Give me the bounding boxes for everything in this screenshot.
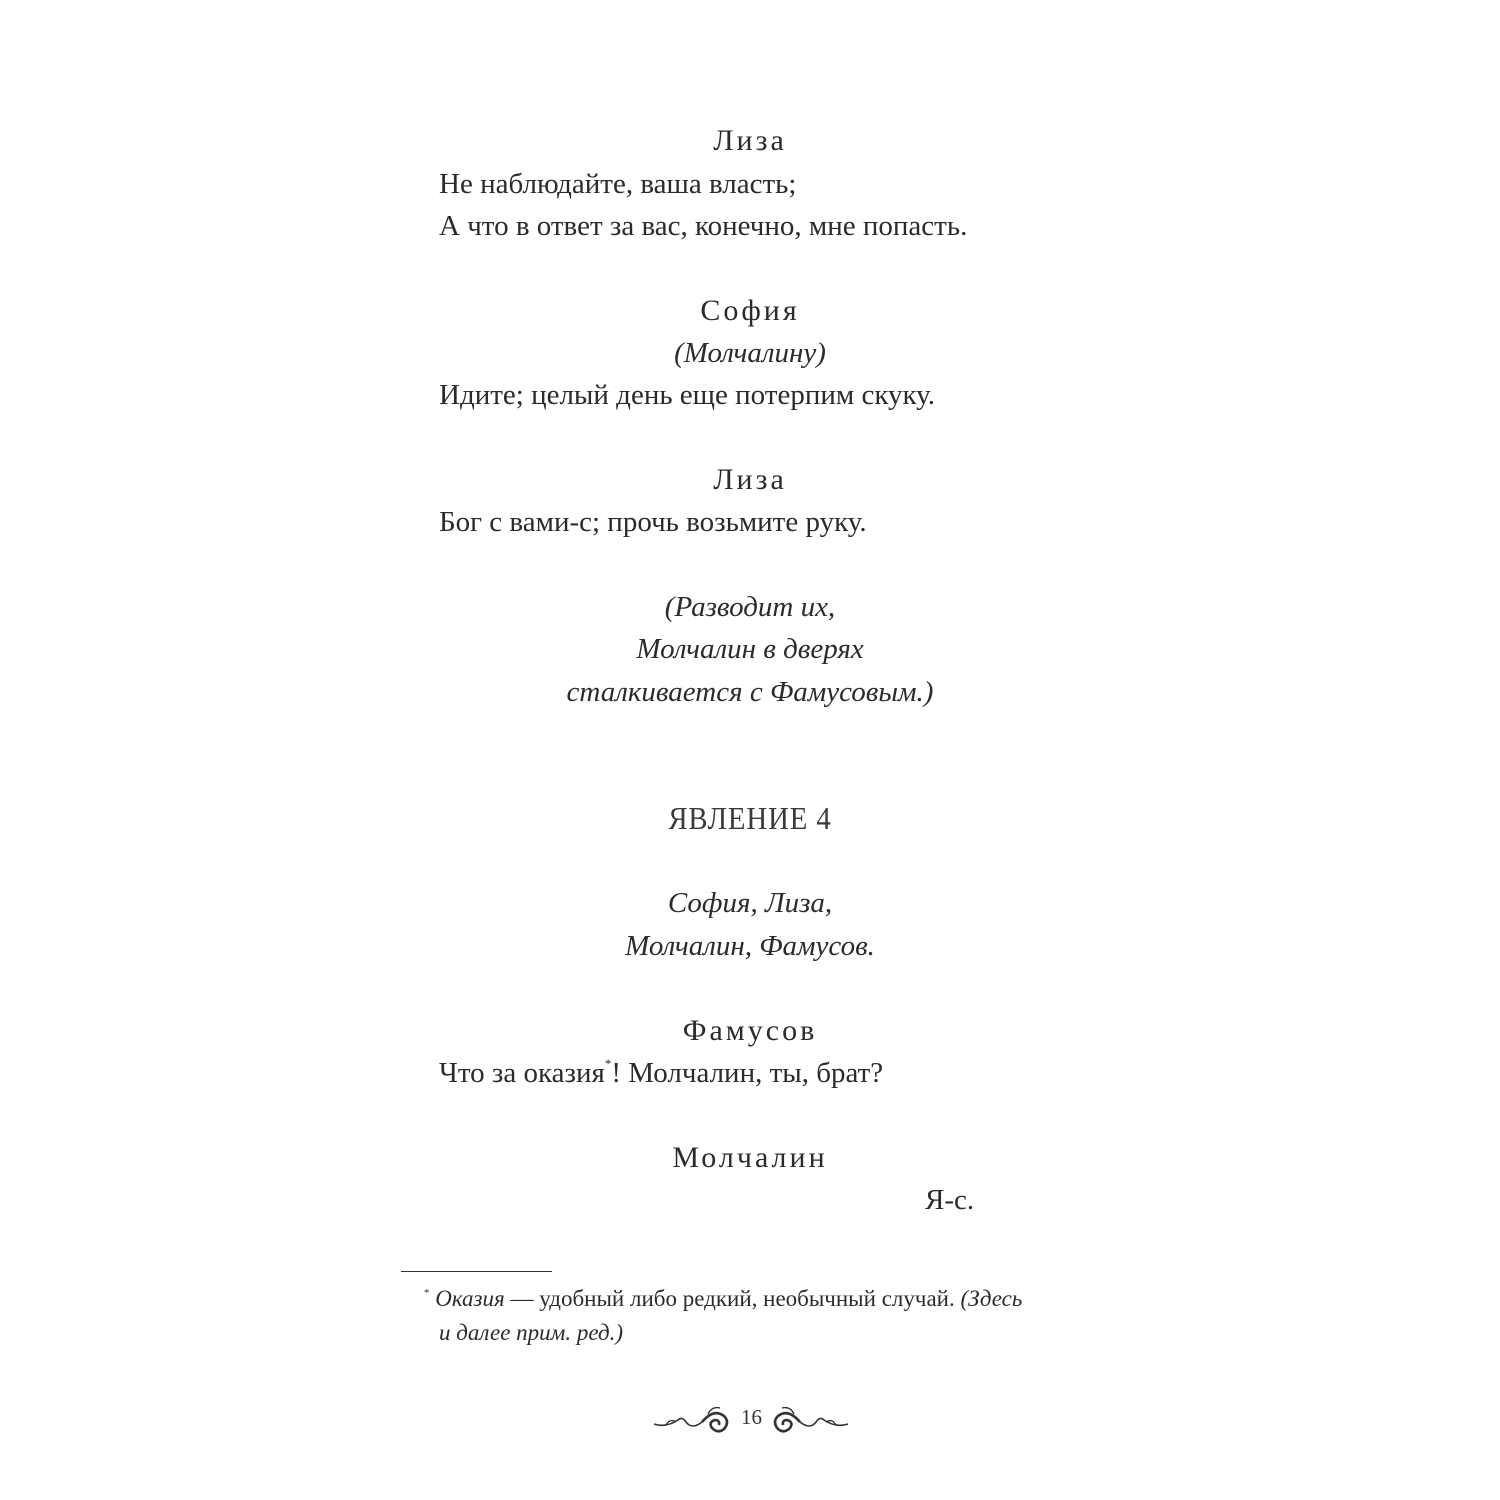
footnote-divider <box>401 1271 552 1272</box>
stage-direction-line: (Разводит их, <box>664 591 836 623</box>
footnote-definition: — удобный либо редкий, необычный случай. <box>504 1286 961 1311</box>
verse-line: Не наблюдайте, ваша власть; <box>439 168 797 200</box>
verse-line-molchalin: Я-с. <box>925 1184 975 1216</box>
page-number: 16 <box>741 1405 762 1429</box>
footnote-term: Оказия <box>435 1286 505 1311</box>
stage-direction-line: сталкивается с Фамусовым.) <box>566 676 934 708</box>
speaker-liza-1: Лиза <box>713 124 787 157</box>
right-flourish-icon <box>770 1402 850 1436</box>
verse-line: А что в ответ за вас, конечно, мне попасть. <box>439 210 968 242</box>
footnote-mark: * <box>424 1287 430 1299</box>
speaker-molchalin: Молчалин <box>672 1141 828 1174</box>
scene-title: ЯВЛЕНИЕ 4 <box>668 800 832 836</box>
footnote-line-1 <box>424 1282 1022 1316</box>
speaker-sofia: София <box>700 294 800 327</box>
speaker-liza-2: Лиза <box>713 463 787 496</box>
stage-direction-molchalinu: (Молчалину) <box>674 337 826 369</box>
speaker-famusov: Фамусов <box>682 1014 818 1047</box>
scene-characters-line: Молчалин, Фамусов. <box>625 930 875 962</box>
verse-text: Что за оказия <box>439 1057 605 1089</box>
verse-line: Бог с вами-с; прочь возьмите руку. <box>439 506 867 538</box>
footnote-line-2 <box>439 1316 623 1350</box>
verse-text: ! Молчалин, ты, брат? <box>611 1057 884 1089</box>
footnote-editor-note: и далее прим. ред.) <box>439 1320 624 1345</box>
footnote-editor-note: (Здесь <box>960 1286 1023 1311</box>
scene-characters-line: София, Лиза, <box>667 887 833 919</box>
verse-line: Идите; целый день еще потерпим скуку. <box>439 379 936 411</box>
left-flourish-icon <box>652 1402 732 1436</box>
verse-line-famusov <box>439 1057 883 1090</box>
footnote-reference[interactable]: * <box>604 1056 612 1071</box>
stage-direction-line: Молчалин в дверях <box>636 633 864 665</box>
